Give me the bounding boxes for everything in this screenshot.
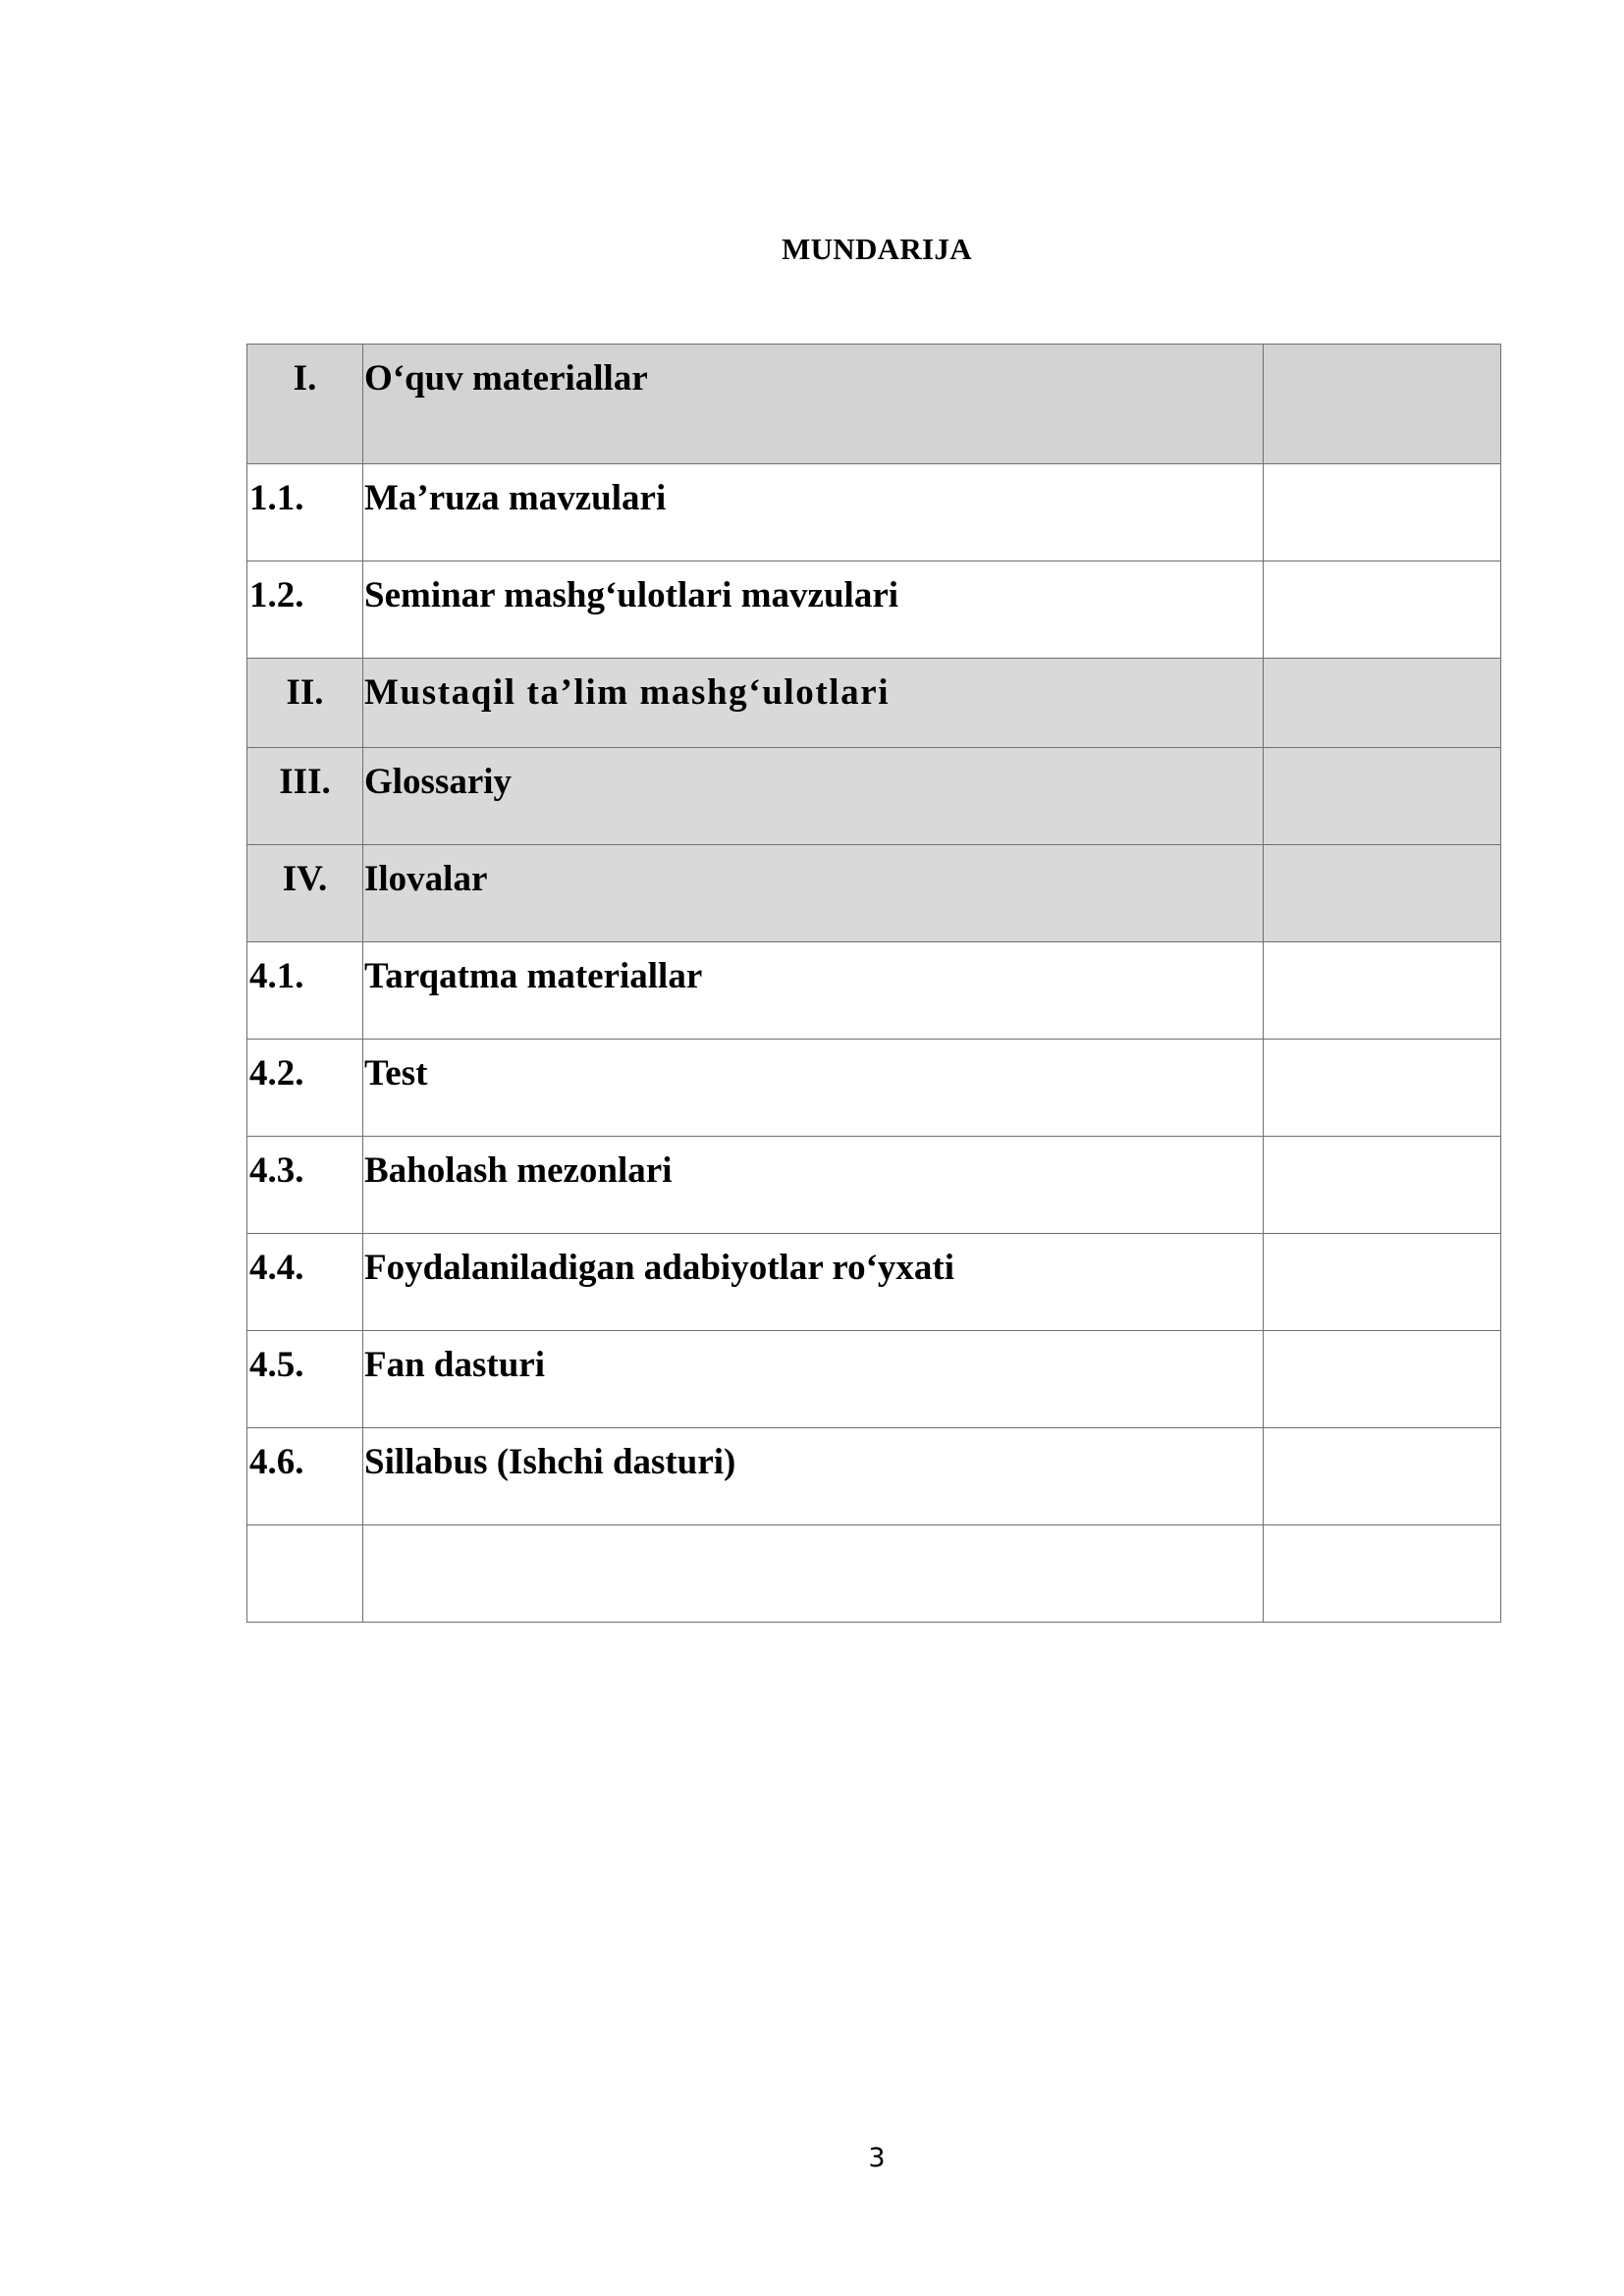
toc-row-4-4[interactable] bbox=[247, 1234, 1501, 1331]
toc-row-title: Ilovalar bbox=[363, 845, 1264, 942]
toc-row-empty bbox=[247, 1525, 1501, 1623]
toc-row-title: O‘quv materiallar bbox=[363, 345, 1264, 464]
toc-row-title: Ma’ruza mavzulari bbox=[363, 464, 1264, 561]
toc-row-page bbox=[1264, 1040, 1501, 1137]
toc-row-page bbox=[1264, 748, 1501, 845]
toc-row-4-2[interactable] bbox=[247, 1040, 1501, 1137]
toc-row-number: 4.1. bbox=[247, 942, 363, 1040]
toc-row-4-3[interactable] bbox=[247, 1137, 1501, 1234]
toc-row-number: III. bbox=[247, 748, 363, 845]
toc-row-title: Foydalaniladigan adabiyotlar ro‘yxati bbox=[363, 1234, 1264, 1331]
toc-row-page bbox=[1264, 464, 1501, 561]
toc-row-number: I. bbox=[247, 345, 363, 464]
toc-row-page bbox=[1264, 659, 1501, 748]
toc-row-page bbox=[1264, 1525, 1501, 1623]
toc-row-4-6[interactable] bbox=[247, 1428, 1501, 1525]
toc-row-section-4[interactable] bbox=[247, 845, 1501, 942]
toc-row-number: 4.2. bbox=[247, 1040, 363, 1137]
toc-row-page bbox=[1264, 1234, 1501, 1331]
toc-row-number: 4.4. bbox=[247, 1234, 363, 1331]
toc-row-number: 4.5. bbox=[247, 1331, 363, 1428]
toc-row-section-2[interactable] bbox=[247, 659, 1501, 748]
toc-row-title: Sillabus (Ishchi dasturi) bbox=[363, 1428, 1264, 1525]
toc-row-title: Mustaqil ta’lim mashg‘ulotlari bbox=[363, 659, 1264, 748]
toc-row-title: Seminar mashg‘ulotlari mavzulari bbox=[363, 561, 1264, 659]
toc-row-1-2[interactable] bbox=[247, 561, 1501, 659]
page-number: 3 bbox=[868, 2143, 886, 2173]
toc-row-section-1[interactable] bbox=[247, 345, 1501, 464]
toc-row-page bbox=[1264, 845, 1501, 942]
toc-row-title: Test bbox=[363, 1040, 1264, 1137]
toc-row-number: 1.1. bbox=[247, 464, 363, 561]
page-title: MUNDARIJA bbox=[782, 232, 972, 266]
toc-row-4-5[interactable] bbox=[247, 1331, 1501, 1428]
toc-row-title: Glossariy bbox=[363, 748, 1264, 845]
toc-row-page bbox=[1264, 1331, 1501, 1428]
toc-row-number: 4.6. bbox=[247, 1428, 363, 1525]
toc-row-title: Tarqatma materiallar bbox=[363, 942, 1264, 1040]
toc-row-number bbox=[247, 1525, 363, 1623]
toc-row-title: Fan dasturi bbox=[363, 1331, 1264, 1428]
toc-row-1-1[interactable] bbox=[247, 464, 1501, 561]
toc-row-4-1[interactable] bbox=[247, 942, 1501, 1040]
table-of-contents bbox=[246, 344, 1501, 1623]
toc-row-number: 1.2. bbox=[247, 561, 363, 659]
toc-row-number: 4.3. bbox=[247, 1137, 363, 1234]
toc-row-page bbox=[1264, 561, 1501, 659]
toc-row-page bbox=[1264, 345, 1501, 464]
toc-row-page bbox=[1264, 1137, 1501, 1234]
toc-row-title bbox=[363, 1525, 1264, 1623]
toc-row-page bbox=[1264, 942, 1501, 1040]
toc-row-page bbox=[1264, 1428, 1501, 1525]
toc-row-section-3[interactable] bbox=[247, 748, 1501, 845]
toc-row-number: II. bbox=[247, 659, 363, 748]
toc-row-title: Baholash mezonlari bbox=[363, 1137, 1264, 1234]
toc-row-number: IV. bbox=[247, 845, 363, 942]
